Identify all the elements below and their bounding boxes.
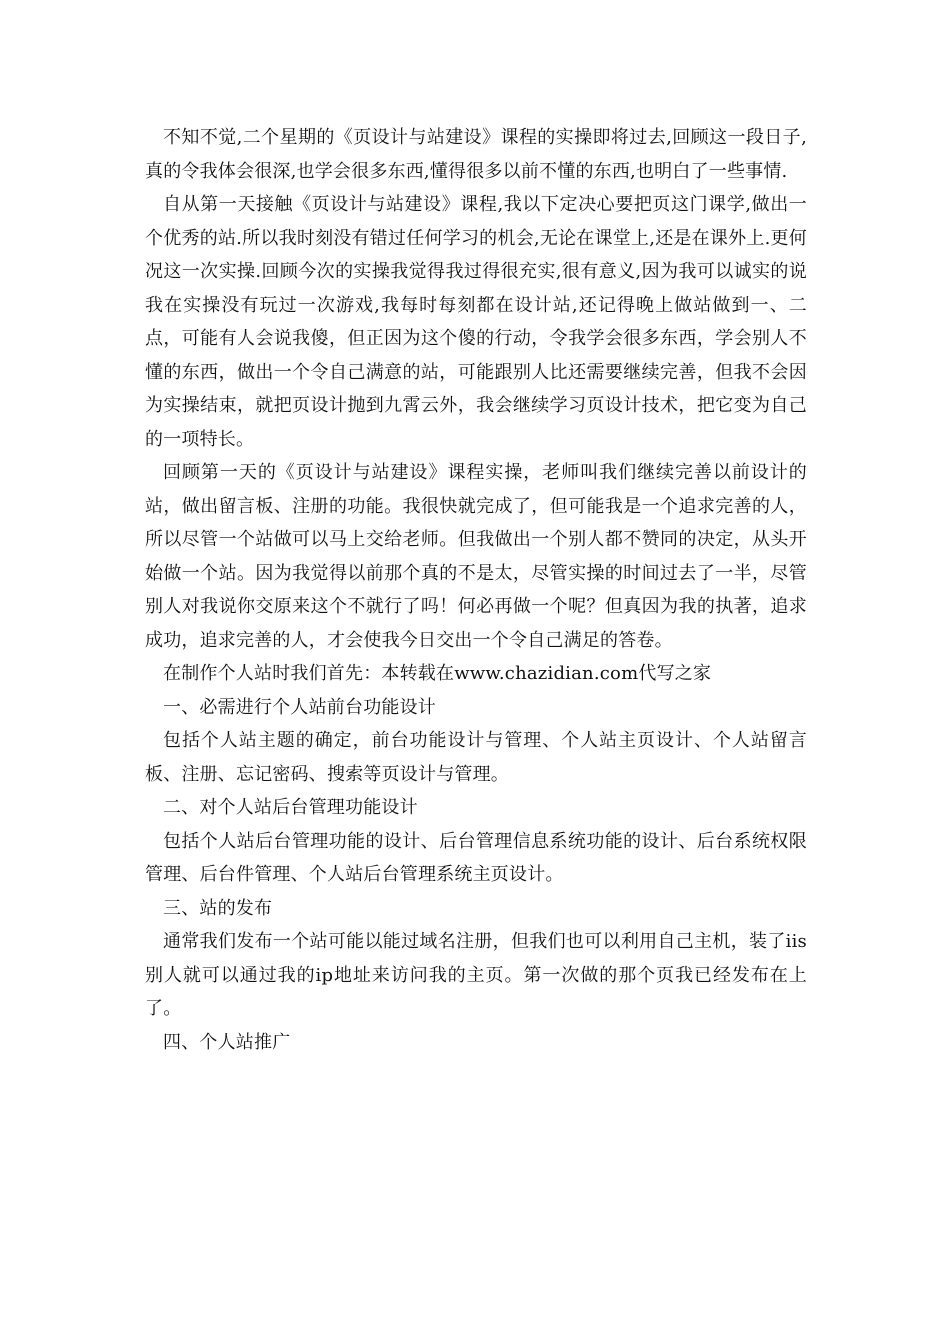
heading-backend-design: 二、对个人站后台管理功能设计 (163, 797, 418, 818)
heading-frontend-design: 一、必需进行个人站前台功能设计 (163, 696, 436, 718)
paragraph-frontend-details: 包括个人站主题的确定，前台功能设计与管理、个人站主页设计、个人站留言板、注册、忘记密码、搜索等页设计与管理。 (145, 730, 807, 785)
document-body (145, 121, 807, 1059)
paragraph-making-site: 在制作个人站时我们首先：本转载在www.chazidian.com代写之家 (163, 663, 712, 684)
paragraph-determination: 自从第一天接触《页设计与站建设》课程,我以下定决心要把页这门课学,做出一个优秀的站.所以我时刻没有错过任何学习的机会,无论在课堂上,还是在课外上.更何况这一次实操.回顾今次的实操我觉得我过得很充实,很有意义,因为我可以诚实的说我在实操没有玩过一次游戏,我每时每刻都在设计站,还记得晚上做站做到一、二点，可能有人会说我傻，但正因为这个傻的行动，令我学会很多东西，学会别人不懂的东西，做出一个令自己满意的站，可能跟别人比还需要继续完善，但我不会因为实操结束，就把页设计抛到九霄云外，我会继续学习页设计技术，把它变为自己的一项特长。 (145, 194, 807, 450)
paragraph-backend-details: 包括个人站后台管理功能的设计、后台管理信息系统功能的设计、后台系统权限管理、后台件管理、个人站后台管理系统主页设计。 (145, 830, 807, 885)
heading-site-publishing: 三、站的发布 (163, 897, 273, 919)
heading-site-promotion: 四、个人站推广 (163, 1031, 291, 1053)
paragraph-intro: 不知不觉,二个星期的《页设计与站建设》课程的实操即将过去,回顾这一段日子,真的令我体会很深,也学会很多东西,懂得很多以前不懂的东西,也明白了一些事情. (145, 127, 807, 182)
paragraph-first-day: 回顾第一天的《页设计与站建设》课程实操，老师叫我们继续完善以前设计的站，做出留言板、注册的功能。我很快就完成了，但可能我是一个追求完善的人，所以尽管一个站做可以马上交给老师。但我做出一个别人都不赞同的决定，从头开始做一个站。因为我觉得以前那个真的不是太，尽管实操的时间过去了一半，尽管别人对我说你交原来这个不就行了吗！何必再做一个呢？但真因为我的执著，追求成功，追求完善的人，才会使我今日交出一个令自己满足的答卷。 (145, 462, 807, 651)
paragraph-publishing-details: 通常我们发布一个站可能以能过域名注册，但我们也可以利用自己主机，装了iis别人就可以通过我的ip地址来访问我的主页。第一次做的那个页我已经发布在上了。 (145, 931, 807, 1019)
